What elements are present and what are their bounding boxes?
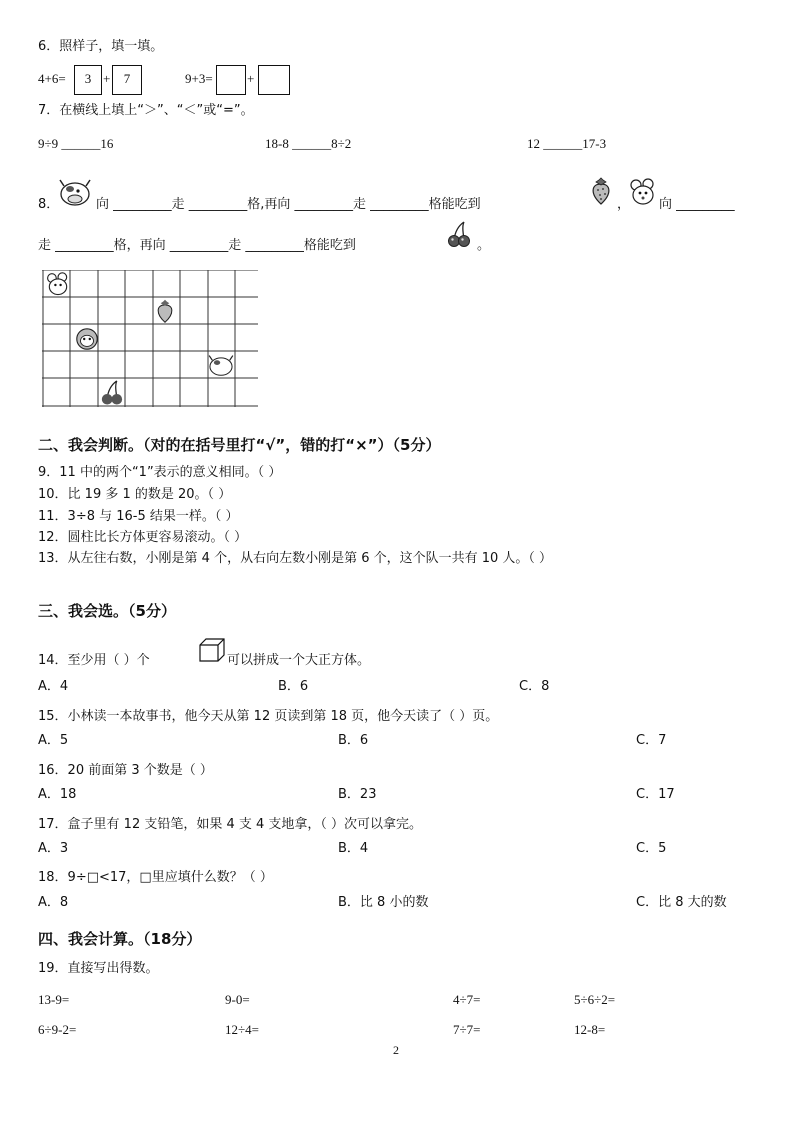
q16-option-a[interactable]: A．18: [38, 787, 77, 802]
q14-pre: 14．至少用（ ）个: [38, 653, 150, 668]
calc-1-2: 9-0=: [225, 992, 250, 1007]
q18-option-a[interactable]: A．8: [38, 895, 69, 910]
q10: 10．比 19 多 1 的数是 20。（ ）: [38, 487, 232, 502]
q17-option-a[interactable]: A．3: [38, 841, 69, 856]
q11: 11．3÷8 与 16-5 结果一样。（ ）: [38, 509, 239, 524]
q7-item-2: 18-8 ______8÷2: [265, 136, 352, 151]
q16-option-c[interactable]: C．17: [636, 787, 675, 802]
calc-2-4: 12-8=: [574, 1022, 606, 1037]
calc-2-1: 6÷9-2=: [38, 1022, 77, 1037]
q18-option-c[interactable]: C．比 8 大的数: [636, 895, 727, 910]
q8-line2: 走 _________格，再向 _________走 _________格能吃到: [38, 238, 356, 253]
section3-heading: 三、我会选。（5分）: [38, 602, 176, 620]
q7-title: 7．在横线上填上“＞”、“＜”或“=”。: [38, 103, 254, 118]
q6-eq2-label: 9+3=: [185, 71, 213, 86]
q14-option-c[interactable]: C．8: [519, 679, 550, 694]
grid-cherry-icon: [99, 379, 125, 406]
grid-monkey-icon: [72, 326, 102, 352]
calc-2-3: 7÷7=: [453, 1022, 481, 1037]
q7-item-3: 12 ______17-3: [527, 136, 607, 151]
q8-comma: ，: [617, 197, 631, 212]
q6-eq1-box-a: 3: [74, 65, 102, 95]
q13: 13．从左往右数，小刚是第 4 个，从右向左数小刚是第 6 个，这个队一共有 10 人。（ ）: [38, 551, 553, 566]
section4-heading: 四、我会计算。（18分）: [38, 930, 202, 948]
q17-option-b[interactable]: B．4: [338, 841, 369, 856]
q17-text: 17．盒子里有 12 支铅笔，如果 4 支 4 支地拿，（ ）次可以拿完。: [38, 817, 423, 832]
q6-plus-2: +: [247, 71, 255, 86]
q6-eq2-box-a[interactable]: [216, 65, 246, 95]
cow-icon: [56, 176, 94, 208]
cherry-icon: [446, 220, 472, 248]
q8-line1-a: 向 _________走 _________格,再向 _________走 _________格能吃到: [96, 197, 481, 212]
calc-1-4: 5÷6÷2=: [574, 992, 616, 1007]
page-number: 2: [393, 1043, 399, 1057]
q8-number: 8．: [38, 197, 60, 212]
section2-heading: 二、我会判断。（对的在括号里打“√”，错的打“×”）（5分）: [38, 436, 441, 454]
q18-option-b[interactable]: B．比 8 小的数: [338, 895, 429, 910]
calc-2-2: 12÷4=: [225, 1022, 259, 1037]
mouse-icon: [628, 178, 658, 208]
q15-option-c[interactable]: C．7: [636, 733, 667, 748]
q9: 9．11 中的两个“1”表示的意义相同。（ ）: [38, 465, 282, 480]
q12: 12．圆柱比长方体更容易滚动。（ ）: [38, 530, 248, 545]
q8-line2-end: 。: [477, 238, 491, 253]
q6-eq2-box-b[interactable]: [258, 65, 290, 95]
grid-strawberry-icon: [152, 298, 178, 324]
q8-line1-b: 向 _________: [659, 197, 735, 212]
q16-text: 16．20 前面第 3 个数是（ ）: [38, 763, 213, 778]
calc-1-1: 13-9=: [38, 992, 70, 1007]
q7-item-1: 9÷9 ______16: [38, 136, 114, 151]
q15-text: 15．小林读一本故事书，他今天从第 12 页读到第 18 页，他今天读了（ ）页。: [38, 709, 499, 724]
q15-option-a[interactable]: A．5: [38, 733, 69, 748]
q6-title: 6．照样子，填一填。: [38, 39, 164, 54]
q14-post: 可以拼成一个大正方体。: [227, 653, 371, 668]
q18-text: 18．9÷□<17，□里应填什么数？（ ）: [38, 870, 273, 885]
q6-eq1-box-b: 7: [112, 65, 142, 95]
q15-option-b[interactable]: B．6: [338, 733, 369, 748]
calc-1-3: 4÷7=: [453, 992, 481, 1007]
q6-eq1-label: 4+6=: [38, 71, 66, 86]
q14-option-b[interactable]: B．6: [278, 679, 309, 694]
grid-mouse-icon: [44, 272, 72, 298]
q8-grid: [42, 270, 258, 407]
q17-option-c[interactable]: C．5: [636, 841, 667, 856]
q19-title: 19．直接写出得数。: [38, 961, 159, 976]
strawberry-icon: [588, 176, 614, 206]
q16-option-b[interactable]: B．23: [338, 787, 377, 802]
q14-option-a[interactable]: A．4: [38, 679, 69, 694]
cube-icon: [198, 637, 226, 663]
q6-plus-1: +: [103, 71, 111, 86]
grid-cow-icon: [206, 352, 236, 378]
